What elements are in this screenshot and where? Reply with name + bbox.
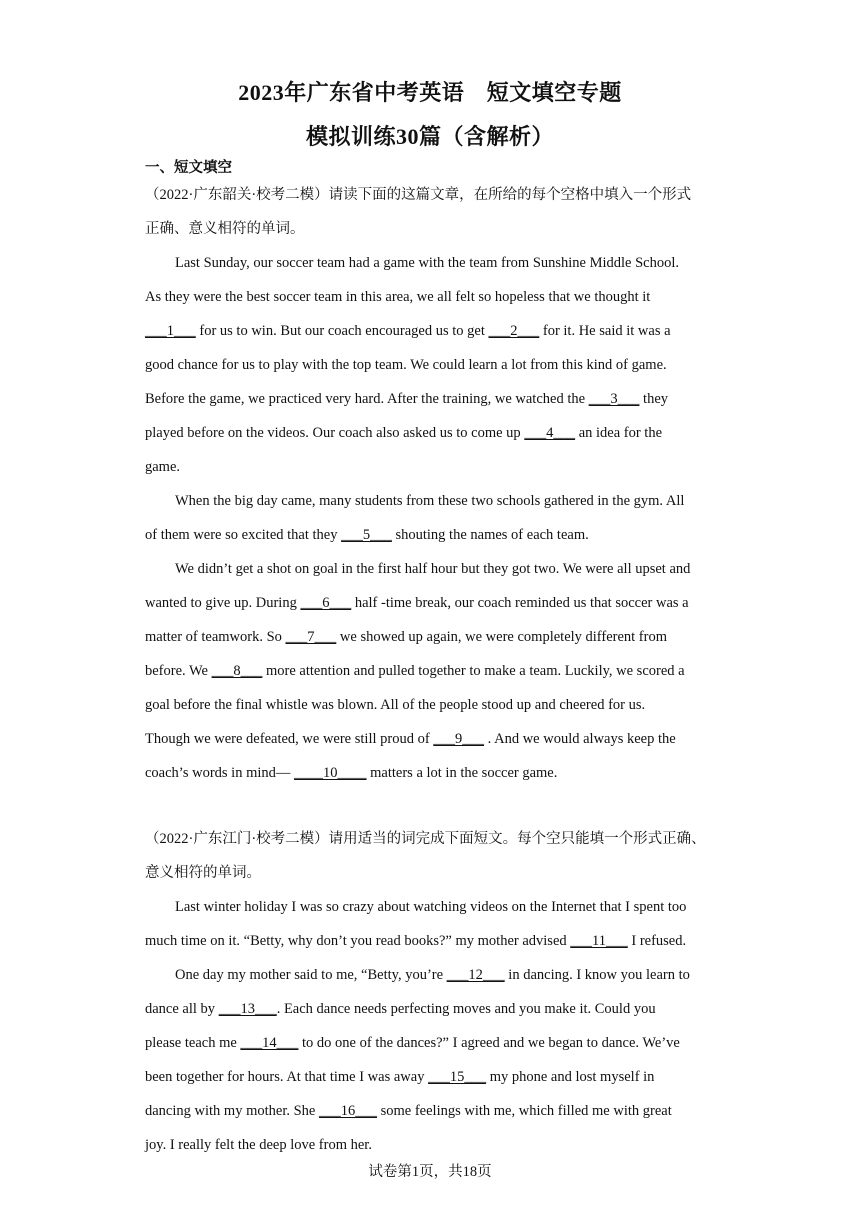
blank-14[interactable]: ___14___ <box>240 1035 299 1051</box>
passage2-line: dancing with my mother. She ___16___ some feelings with me, which filled me with great <box>145 1103 672 1119</box>
passage1-line: before. We ___8___ more attention and pulled together to make a team. Luckily, we scored a <box>145 663 685 679</box>
passage2-line: joy. I really felt the deep love from her. <box>145 1137 372 1153</box>
blank-10[interactable]: ____10____ <box>294 765 367 781</box>
passage1-line: We didn’t get a shot on goal in the first half hour but they got two. We were all upset and <box>175 561 691 577</box>
blank-6[interactable]: ___6___ <box>300 595 352 611</box>
blank-12[interactable]: ___12___ <box>446 967 505 983</box>
passage1-line: played before on the videos. Our coach also asked us to come up ___4___ an idea for the <box>145 425 663 441</box>
passage1-line: of them were so excited that they ___5___ shouting the names of each team. <box>145 527 589 543</box>
blank-4[interactable]: ___4___ <box>524 425 576 441</box>
blank-15[interactable]: ___15___ <box>428 1069 487 1085</box>
passage1-line: As they were the best soccer team in this area, we all felt so hopeless that we thought it <box>145 289 651 305</box>
page-footer: 试卷第1页，共18页 <box>368 1164 492 1180</box>
passage2-line: been together for hours. At that time I was away ___15___ my phone and lost myself in <box>145 1069 655 1085</box>
blank-3[interactable]: ___3___ <box>588 391 640 407</box>
passage2-line: One day my mother said to me, “Betty, you’re ___12___ in dancing. I know you learn to <box>175 967 690 983</box>
passage1-line: When the big day came, many students from these two schools gathered in the gym. All <box>175 493 685 509</box>
passage1-line: coach’s words in mind— ____10____ matters a lot in the soccer game. <box>145 765 558 781</box>
passage1-line: wanted to give up. During ___6___ half -time break, our coach reminded us that soccer was a <box>145 595 689 611</box>
passage2-source-cont: 意义相符的单词。 <box>145 865 261 881</box>
passage1-source-cont: 正确、意义相符的单词。 <box>145 221 305 237</box>
blank-8[interactable]: ___8___ <box>211 663 263 679</box>
passage1-line: Though we were defeated, we were still proud of ___9___ . And we would always keep the <box>145 731 676 747</box>
passage1-line: game. <box>145 459 181 475</box>
blank-13[interactable]: ___13___ <box>218 1001 277 1017</box>
blank-1[interactable]: ___1___ <box>145 323 196 339</box>
passage1-line: good chance for us to play with the top team. We could learn a lot from this kind of game. <box>145 357 667 373</box>
passage1-line: matter of teamwork. So ___7___ we showed up again, we were completely different from <box>145 629 667 645</box>
passage2-line: dance all by ___13___. Each dance needs perfecting moves and you make it. Could you <box>145 1001 656 1017</box>
page-title: 2023年广东省中考英语 短文填空专题 <box>238 80 622 105</box>
passage1-line: ___1___ for us to win. But our coach encouraged us to get ___2___ for it. He said it was a <box>145 323 671 339</box>
passage2-line: much time on it. “Betty, why don’t you read books?” my mother advised ___11___ I refused. <box>145 933 687 949</box>
passage1-line: Before the game, we practiced very hard. After the training, we watched the ___3___ they <box>145 391 669 407</box>
blank-11[interactable]: ___11___ <box>570 933 628 949</box>
passage1-source: （2022·广东韶关·校考二模）请读下面的这篇文章，在所给的每个空格中填入一个形式 <box>145 187 692 203</box>
passage1-line: goal before the final whistle was blown. All of the people stood up and cheered for us. <box>145 697 646 713</box>
blank-2[interactable]: ___2___ <box>488 323 540 339</box>
passage2-line: Last winter holiday I was so crazy about watching videos on the Internet that I spent too <box>175 899 687 915</box>
passage1-line: Last Sunday, our soccer team had a game with the team from Sunshine Middle School. <box>175 255 680 271</box>
page-subtitle: 模拟训练30篇（含解析） <box>305 124 554 149</box>
section-heading: 一、短文填空 <box>145 160 232 176</box>
blank-9[interactable]: ___9___ <box>433 731 485 747</box>
blank-5[interactable]: ___5___ <box>341 527 392 543</box>
passage2-source: （2022·广东江门·校考二模）请用适当的词完成下面短文。每个空只能填一个形式正确、 <box>145 831 706 847</box>
blank-7[interactable]: ___7___ <box>285 629 337 645</box>
blank-16[interactable]: ___16___ <box>318 1103 377 1119</box>
passage2-line: please teach me ___14___ to do one of the dances?” I agreed and we began to dance. We’ve <box>145 1035 680 1051</box>
